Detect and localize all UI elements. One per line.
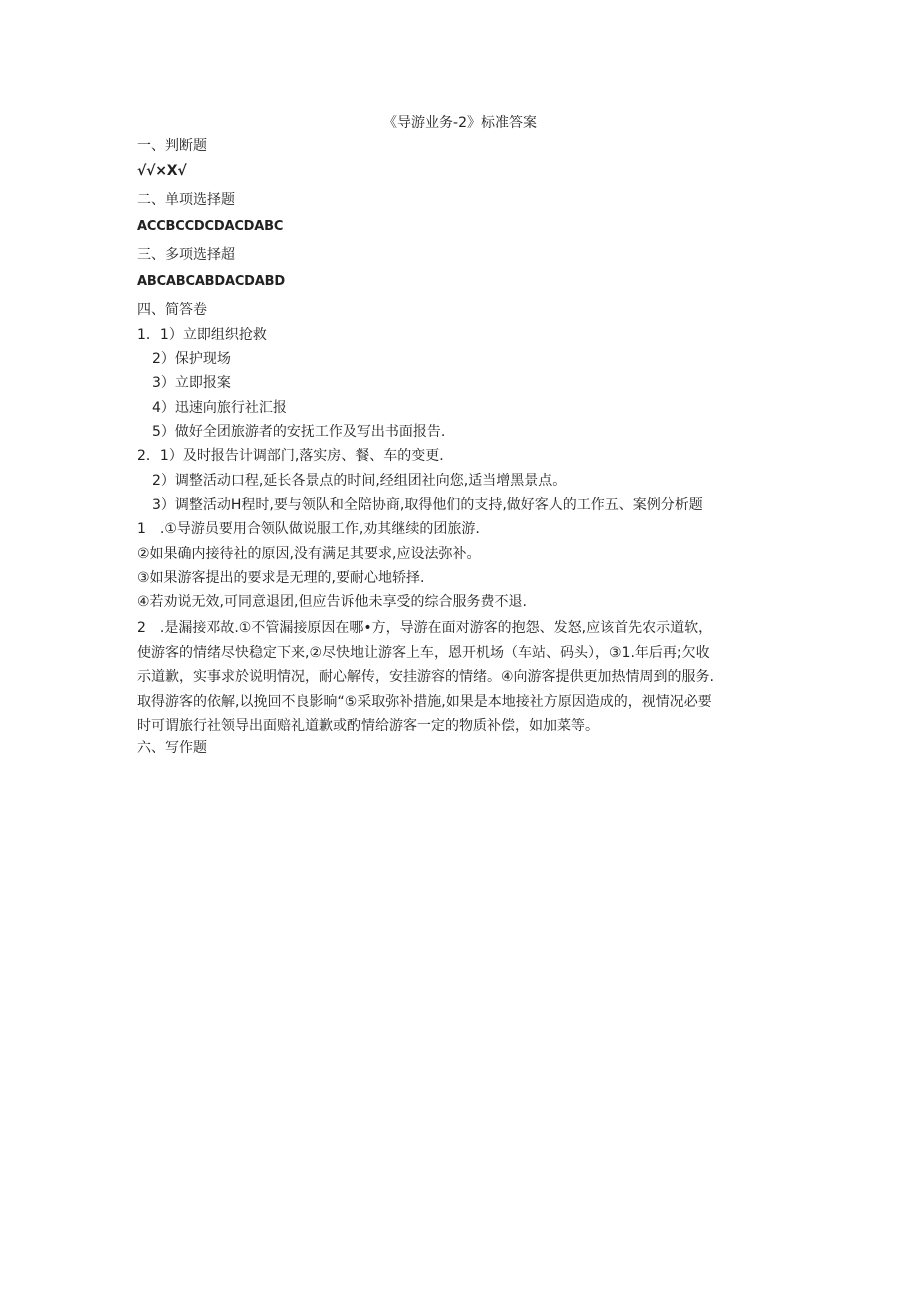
case-2-line-5: 时可谓旅行社领导出面赔礼道歉或酌情给游客一定的物质补偿，如加菜等。 — [137, 718, 599, 734]
section-6-heading: 六、写作题 — [137, 740, 207, 756]
case-2-line-1: 2 .是漏接邓故.①不管漏接原因在哪•方，导游在面对游客的抱怨、发怒,应该首先农示道软， — [137, 620, 713, 636]
case-2-line-2: 使游客的情绪尽快稳定下来,②尽快地让游客上车，恩开机场（车站、码头），③1.年后再;欠收 — [137, 644, 710, 661]
q2-item-3: 3）调整活动H程时,要与领队和全陪协商,取得他们的支持,做好客人的工作五、案例分析题 — [152, 497, 703, 513]
case-1-line-3: ③如果游客提出的要求是无理的,要耐心地轿择. — [137, 570, 425, 586]
q1-item-4: 4）迅速向旅行社汇报 — [152, 400, 287, 416]
section-3-heading: 三、多项选择超 — [137, 247, 235, 263]
section-3-answers: ABCABCABDACDABD — [137, 274, 285, 289]
document-title: 《导游业务-2》标准答案 — [383, 115, 537, 131]
case-1-line-4: ④若劝说无效,可同意退团,但应告诉他未享受的综合服务费不退. — [137, 594, 527, 610]
section-2-heading: 二、单项选择题 — [137, 192, 235, 208]
q2-item-1: 2．1）及时报告计调部门,落实房、餐、车的变更. — [137, 448, 444, 464]
q1-item-1: 1．1）立即组织抢救 — [137, 327, 267, 343]
case-1-line-1: 1 .①导游员要用合领队做说服工作,劝其继续的团旅游. — [137, 521, 480, 537]
section-1-heading: 一、判断题 — [137, 138, 207, 154]
q1-item-2: 2）保护现场 — [152, 351, 231, 367]
section-2-answers: ACCBCCDCDACDABC — [137, 219, 284, 234]
case-2-line-3: 示道歉，实事求於说明情况，耐心解传，安挂游容的情绪。④向游客提供更加热情周到的服务. — [137, 669, 714, 685]
q1-item-3: 3）立即报案 — [152, 375, 231, 391]
case-1-line-2: ②如果确内接待社的原因,没有满足其要求,应设法弥补。 — [137, 546, 481, 562]
case-2-paragraph — [137, 616, 785, 739]
q1-item-5: 5）做好全团旅游者的安抚工作及写出书面报告. — [152, 424, 446, 440]
section-4-heading: 四、简答卷 — [137, 302, 207, 318]
section-1-answers: √√×X√ — [137, 163, 187, 179]
case-2-line-4: 取得游客的依解,以挽回不良影晌“⑤采取弥补措施,如果是本地接社方原因造成的，视情况必要 — [137, 693, 712, 710]
q2-item-2: 2）调整活动口程,延长各景点的时间,经组团社向您,适当增黑景点。 — [152, 473, 567, 489]
